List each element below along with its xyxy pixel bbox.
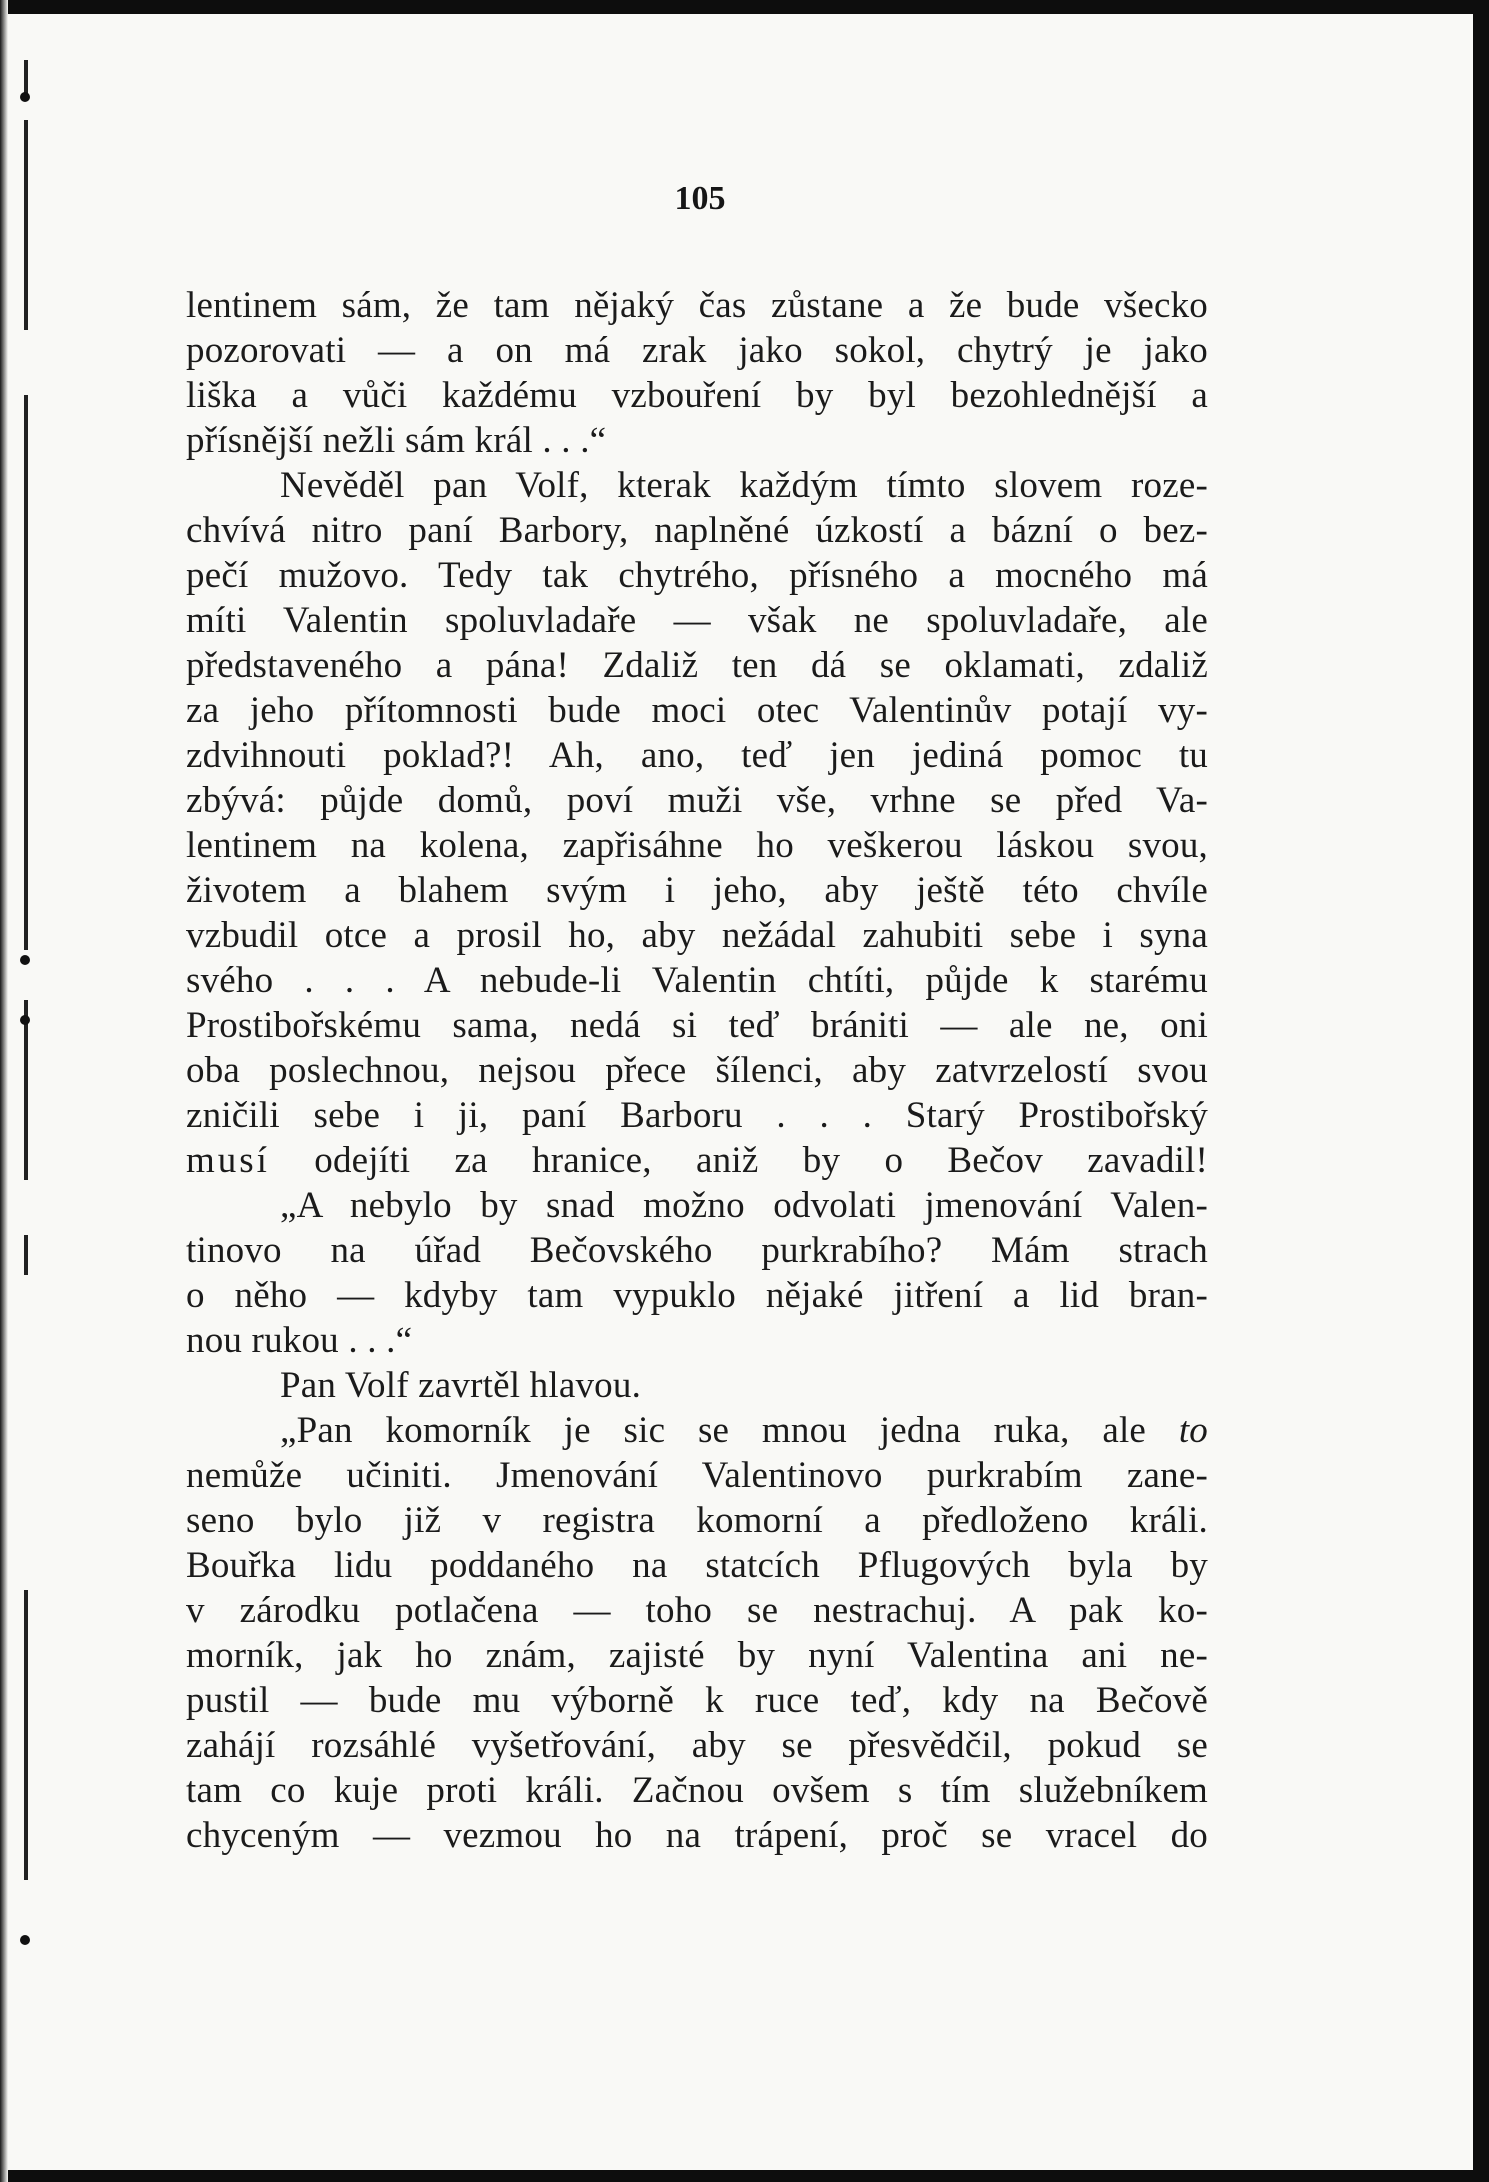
- page-number: 105: [674, 180, 726, 217]
- text-line: představeného a pána! Zdaliž ten dá se oklamati, zdaliž: [186, 645, 1208, 686]
- binding-mark: [24, 1000, 28, 1180]
- text-line: životem a blahem svým i jeho, aby ještě této chvíle: [186, 870, 1208, 911]
- body-text: [186, 283, 1208, 1858]
- italic-word: to: [1178, 1410, 1208, 1451]
- text-line: zahájí rozsáhlé vyšetřování, aby se přesvědčil, pokud se: [186, 1725, 1208, 1766]
- binding-dot: [20, 1015, 30, 1025]
- text-line: oba poslechnou, nejsou přece šílenci, aby zatvrzelostí svou: [186, 1050, 1208, 1091]
- binding-mark: [24, 1235, 28, 1275]
- text-line: Nevěděl pan Volf, kterak každým tímto slovem roze-: [280, 465, 1208, 506]
- text-line: svého . . . A nebude-li Valentin chtíti, půjde k starému: [186, 960, 1208, 1001]
- text-line: „A nebylo by snad možno odvolati jmenování Valen-: [280, 1185, 1208, 1226]
- text-line: přísnější nežli sám král . . .“: [186, 420, 607, 461]
- text-line: [186, 1138, 1208, 1183]
- text-line: nou rukou . . .“: [186, 1320, 413, 1361]
- scan-top-edge: [0, 0, 1489, 14]
- text-line: [186, 1408, 1208, 1453]
- text-line: tinovo na úřad Bečovského purkrabího? Mám strach: [186, 1230, 1208, 1271]
- binding-dot: [20, 1935, 30, 1945]
- text-line-start: „Pan komorník je sic se mnou jedna ruka, ale: [280, 1410, 1147, 1451]
- text-line: Bouřka lidu poddaného na statcích Pflugových byla by: [186, 1545, 1208, 1586]
- text-line: o něho — kdyby tam vypuklo nějaké jitření a lid bran-: [186, 1275, 1208, 1316]
- text-line: seno bylo již v registra komorní a předloženo králi.: [186, 1500, 1208, 1541]
- binding-dot: [20, 955, 30, 965]
- text-line: zbývá: půjde domů, poví muži vše, vrhne se před Va-: [186, 780, 1208, 821]
- text-line: za jeho přítomnosti bude moci otec Valentinův potají vy-: [186, 690, 1208, 731]
- text-line: lentinem sám, že tam nějaký čas zůstane a že bude všecko: [186, 285, 1208, 326]
- text-line: Prostibořskému sama, nedá si teď brániti — ale ne, oni: [186, 1005, 1208, 1046]
- scan-right-edge: [1473, 0, 1489, 2182]
- text-line: v zárodku potlačena — toho se nestrachuj. A pak ko-: [186, 1590, 1208, 1631]
- text-line: zdvihnouti poklad?! Ah, ano, teď jen jediná pomoc tu: [186, 735, 1208, 776]
- scan-bottom-edge: [0, 2170, 1489, 2182]
- text-line: tam co kuje proti králi. Začnou ovšem s tím služebníkem: [186, 1770, 1208, 1811]
- binding-margin: [20, 0, 34, 2182]
- text-line: chyceným — vezmou ho na trápení, proč se vracel do: [186, 1815, 1208, 1856]
- text-line: míti Valentin spoluvladaře — však ne spoluvladaře, ale: [186, 600, 1208, 641]
- text-line: lentinem na kolena, zapřisáhne ho veškerou láskou svou,: [186, 825, 1208, 866]
- text-line: pečí mužovo. Tedy tak chytrého, přísného a mocného má: [186, 555, 1208, 596]
- text-line: pustil — bude mu výborně k ruce teď, kdy na Bečově: [186, 1680, 1208, 1721]
- text-line: chvívá nitro paní Barbory, naplněné úzkostí a bázní o bez-: [186, 510, 1208, 551]
- text-line: liška a vůči každému vzbouření by byl bezohlednější a: [186, 375, 1208, 416]
- text-line-rest: odejíti za hranice, aniž by o Bečov zavadil!: [314, 1140, 1208, 1181]
- text-line: nemůže učiniti. Jmenování Valentinovo purkrabím zane-: [186, 1455, 1208, 1496]
- binding-mark: [24, 1590, 28, 1880]
- text-line: vzbudil otce a prosil ho, aby nežádal zahubiti sebe i syna: [186, 915, 1208, 956]
- binding-dot: [20, 92, 30, 102]
- text-line: pozorovati — a on má zrak jako sokol, chytrý je jako: [186, 330, 1208, 371]
- scan-left-edge: [0, 0, 8, 2182]
- binding-mark: [24, 430, 28, 950]
- binding-mark: [24, 120, 28, 330]
- text-line: morník, jak ho znám, zajisté by nyní Valentina ani ne-: [186, 1635, 1208, 1676]
- emphasized-word: musí: [186, 1140, 270, 1181]
- text-line: Pan Volf zavrtěl hlavou.: [280, 1365, 642, 1406]
- text-line: zničili sebe i ji, paní Barboru . . . Starý Prostibořský: [186, 1095, 1208, 1136]
